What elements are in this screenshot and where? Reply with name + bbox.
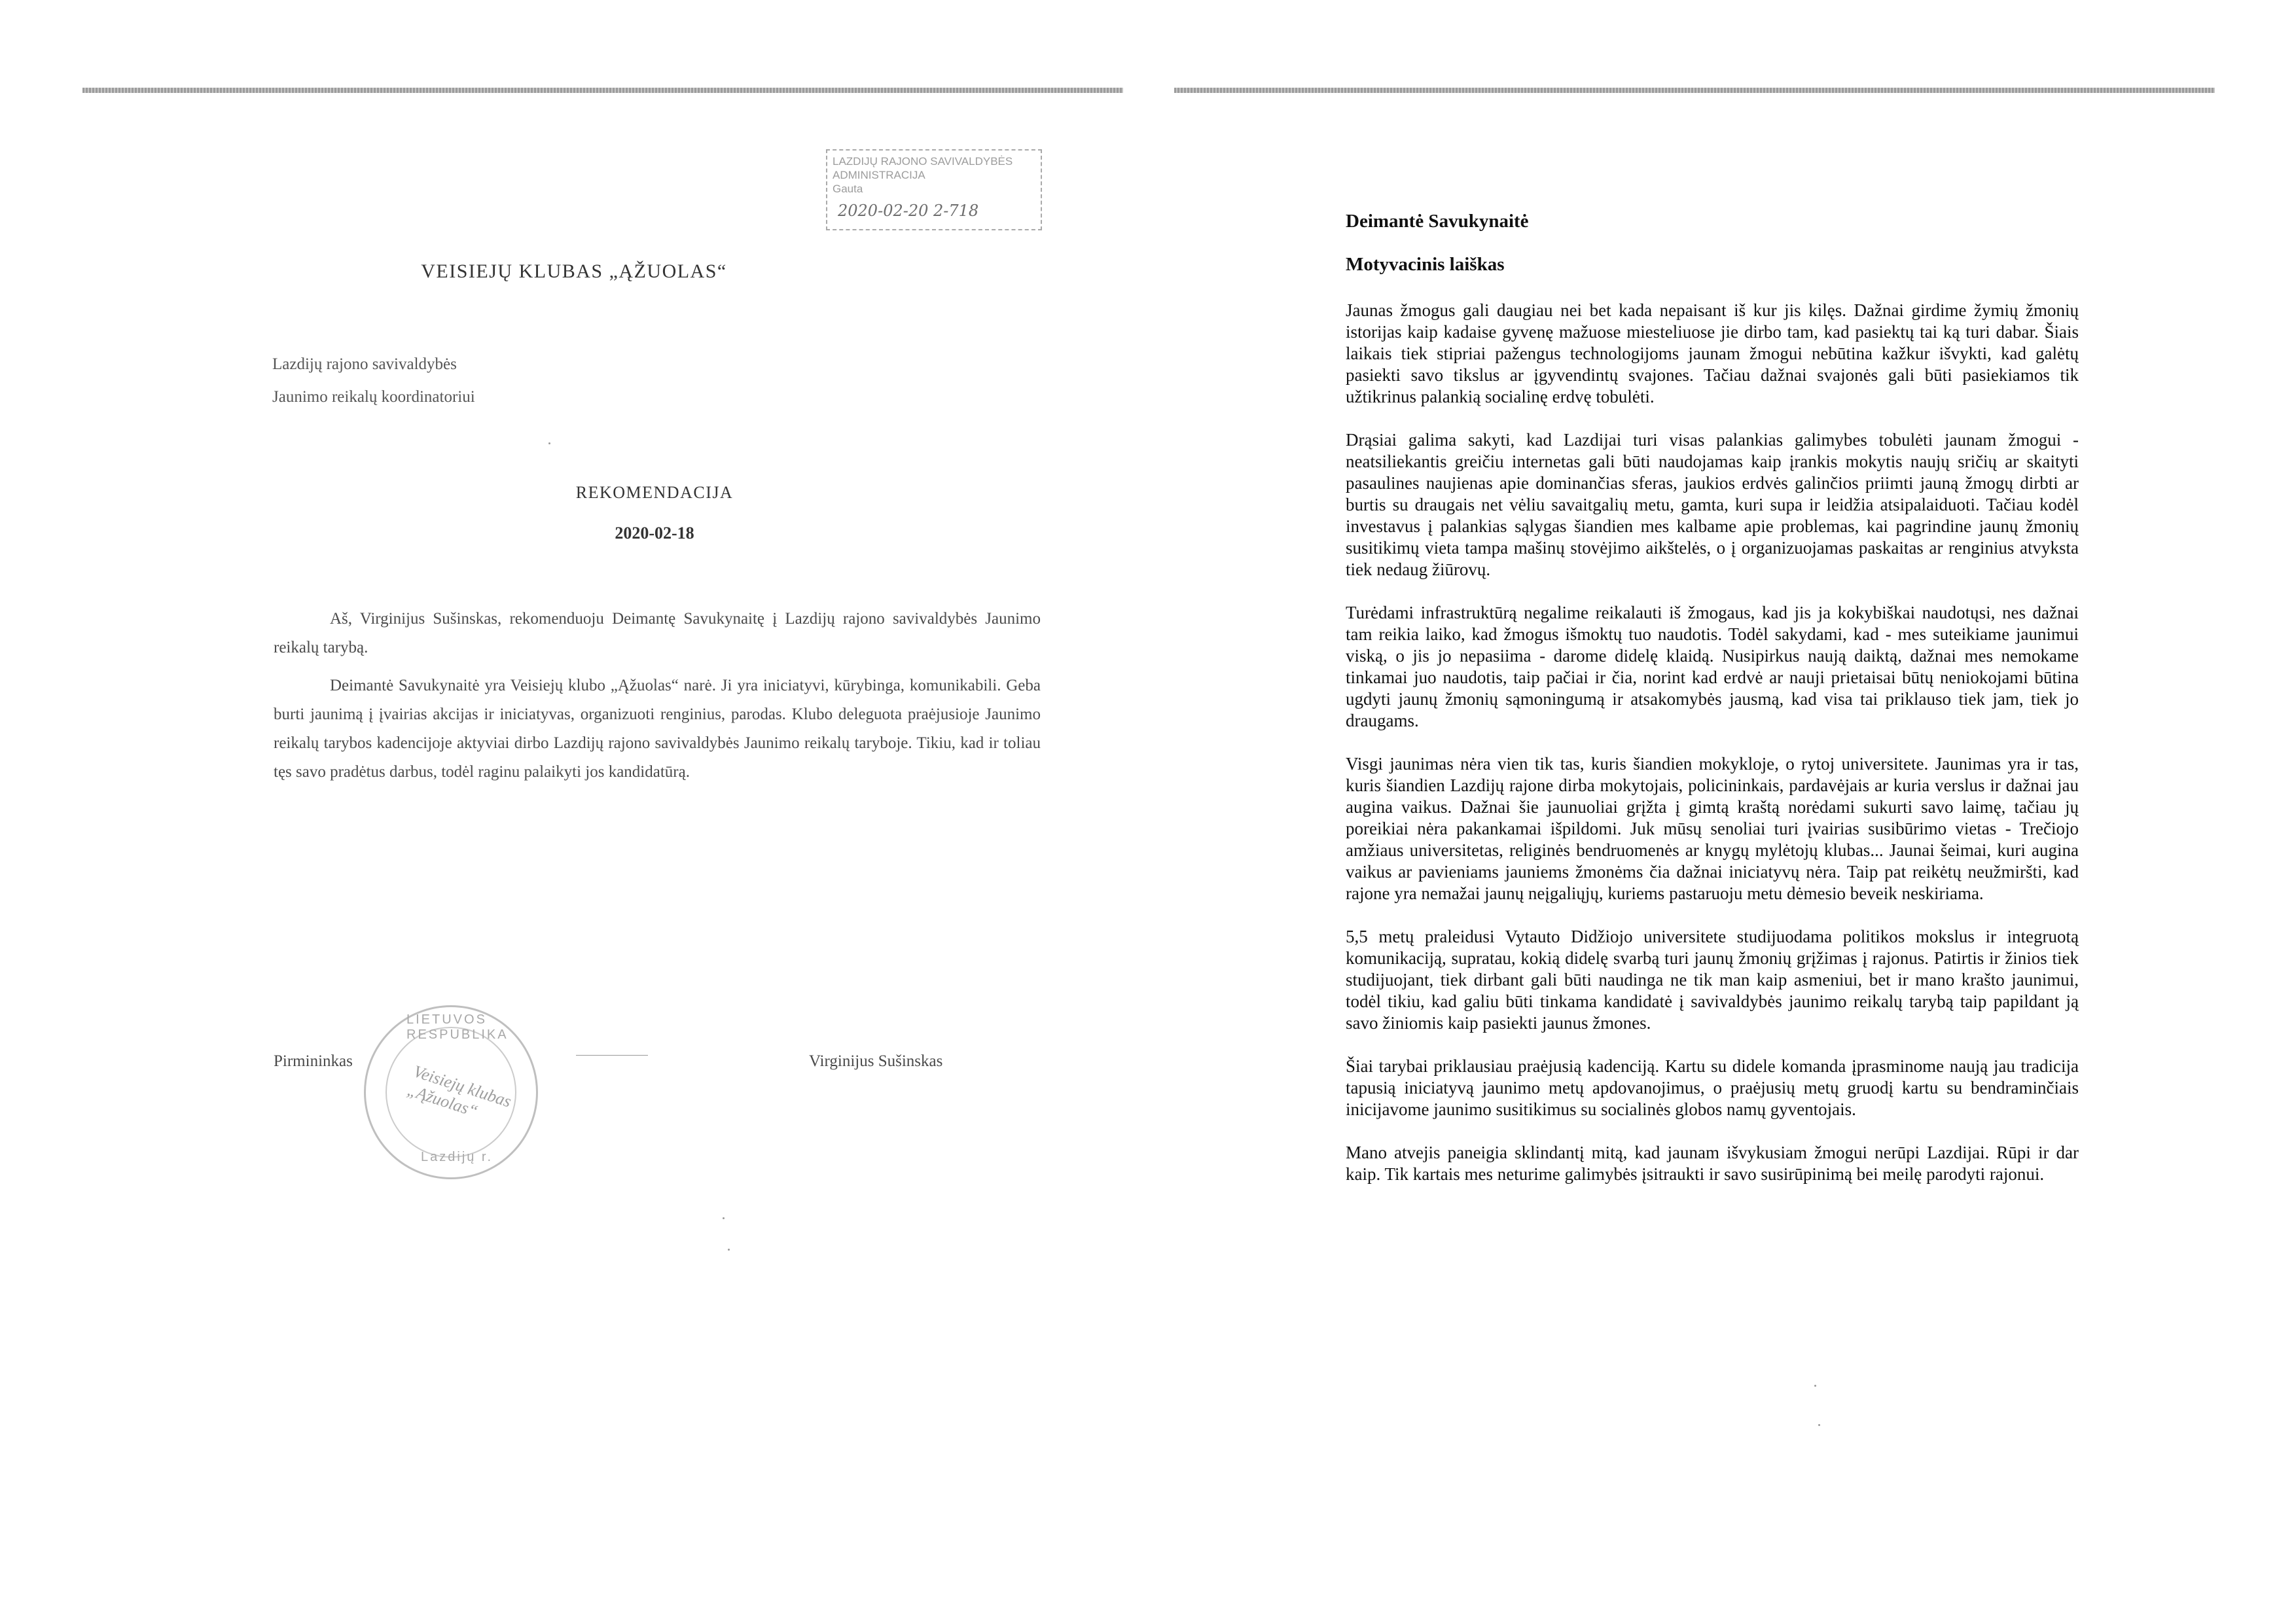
- recommendation-body: [274, 605, 1041, 796]
- scan-edge-artifact: [82, 88, 1123, 93]
- letter-author: Deimantė Savukynaitė: [1346, 211, 1529, 232]
- signatory-role: Pirmininkas: [274, 1052, 353, 1070]
- scan-edge-artifact: [1174, 88, 2215, 93]
- motivation-paragraph-3: Turėdami infrastruktūrą negalime reikalauti iš žmogaus, kad jis ja kokybiškai naudotųsi, nes dažnai tam reikia laiko, kad žmogus išmoktų tuo naudotis. Todėl sakydami, kad - mes suteikiame jaunimui viską, o jis jo nepasiima - darome didelę klaidą. Nusipirkus naują daiktą, dažnai mes nemokame tinkamai juo naudotis, taip pačiai ir čia, norint kad erdvė ar nauji prietaisai būtų neniokojami būtina ugdyti jaunų žmonių sąmoningumą ir atsakomybės jausmą, kad visa tai priklauso tiek jam, tiek jo draugams.: [1346, 603, 2079, 730]
- seal-center-text: Veisiejų klubas „Ąžuolas“: [404, 1061, 514, 1121]
- organization-seal: [364, 1005, 538, 1179]
- addressee-line-2: Jaunimo reikalų koordinatoriui: [272, 388, 475, 406]
- registration-stamp: [826, 149, 1042, 230]
- motivation-letter-page: [1148, 0, 2296, 1623]
- motivation-paragraph-1: Jaunas žmogus gali daugiau nei bet kada nepaisant iš kur jis kilęs. Dažnai girdime žymių žmonių istorijas kaip kadaise gyvenę mažuose miesteliuose jie dirbo tam, kad pasiektų tai ką turi dabar. Šiais laikais tiek stipriai pažengus technologijoms jaunam žmogui nebūtina kažkur išvykti, kad galėtų pasiekti savo tikslus ar įgyvendintų svajones. Tačiau dažnai svajonės gali būti pasiekiamos tik užtikrinus palankią socialinę erdvę tobulėti.: [1346, 300, 2079, 406]
- organization-title: VEISIEJŲ KLUBAS „ĄŽUOLAS“: [421, 260, 727, 282]
- letter-title: Motyvacinis laiškas: [1346, 254, 1505, 275]
- scan-speck: [548, 442, 550, 444]
- stamp-line-1: LAZDIJŲ RAJONO SAVIVALDYBĖS: [833, 155, 1013, 168]
- seal-ring-bottom-text: Lazdijų r.: [421, 1150, 493, 1164]
- stamp-line-2: ADMINISTRACIJA: [833, 169, 925, 181]
- seal-ring-top-text: LIETUVOS RESPUBLIKA: [406, 1012, 509, 1042]
- motivation-paragraph-7: Mano atvejis paneigia sklindantį mitą, kad jaunam išvykusiam žmogui nerūpi Lazdijai. Rūpi ir dar kaip. Tik kartais mes neturime galimybės įsitraukti ir savo susirūpinimą bei meilę parodyti rajonui.: [1346, 1143, 2079, 1184]
- motivation-paragraph-4: Visgi jaunimas nėra vien tik tas, kuris šiandien mokykloje, o rytoj universitete. Jaunimas yra ir tas, kuris šiandien Lazdijų rajone dirba mokytojais, policininkais, pardavėjais ar kuria verslus ir dažnai jau augina vaikus. Dažnai šie jaunuoliai grįžta į gimtą kraštą norėdami sukurti savo laimę, tačiau jų poreikiai nėra pakankamai išpildomi. Juk mūsų senoliai turi įvairias susibūrimo vietas - Trečiojo amžiaus universitetas, religinės bendruomenės ar knygų mylėtojų klubas... Jaunai šeimai, kuri augina vaikus ar pavieniams jauniems žmonėms čia dažnai iniciatyvų nėra. Taip pat reikėtų neužmiršti, kad rajone yra nemažai jaunų neįgaliųjų, kuriems pastaruoju metu dėmesio beveik neskiriama.: [1346, 754, 2079, 903]
- scan-speck: [1814, 1385, 1816, 1387]
- motivation-paragraph-6: Šiai tarybai priklausiau praėjusią kadenciją. Kartu su didele komanda įprasminome naują jau tradicija tapusią iniciatyvą jaunimo metų apdovanojimus, o praėjusių metų gruodį kartu su bendraminčiais inicijavome jaunimo susitikimus su socialinės globos namų gyventojais.: [1346, 1056, 2079, 1119]
- scan-speck: [723, 1217, 725, 1219]
- document-date: 2020-02-18: [615, 524, 694, 543]
- motivation-paragraph-5: 5,5 metų praleidusi Vytauto Didžiojo universitete studijuodama politikos mokslus ir integruotą komunikaciją, supratau, kokią didelę svarbą turi jaunų žmonių grįžimas į rajonus. Patirtis ir žinios tiek studijuojant, tiek dirbant gali būti naudinga ne tik man kaip asmeniui, bet ir mano krašto jaunimui, todėl tikiu, kad galiu būti tinkama kandidatė į savivaldybės jaunimo reikalų tarybą taip papildant ją savo žiniomis kaip pasiekti jaunus žmones.: [1346, 927, 2079, 1033]
- signature-mark: [576, 1055, 648, 1056]
- recommendation-paragraph-1: Aš, Virginijus Sušinskas, rekomenduoju Deimantę Savukynaitę į Lazdijų rajono savivaldybės Jaunimo reikalų tarybą.: [274, 610, 1041, 656]
- addressee: [272, 348, 475, 414]
- scan-speck: [1818, 1424, 1820, 1426]
- motivation-letter-body: [1346, 300, 2079, 1207]
- document-title: REKOMENDACIJA: [575, 483, 734, 502]
- addressee-line-1: Lazdijų rajono savivaldybės: [272, 355, 457, 373]
- motivation-paragraph-2: Drąsiai galima sakyti, kad Lazdijai turi visas palankias galimybes tobulėti jaunam žmogui - neatsiliekantis greičiu internetas gali būti naudojamas kaip įrankis mokytis naujų sričių ar skaityti pasaulines naujienas apie dominančias sferas, jaukios erdvės galinčios priimti jauną žmogų dirbti ar burtis su draugais net vėliu savaitgalių metu, gamta, kuri supa ir leidžia atsipalaiduoti. Tačiau kodėl investavus į palankias sąlygas šiandien mes kalbame apie problemas, kai pagrindine jaunų žmonių susitikimų vieta tampa mašinų stovėjimo aikštelės, o į organizuojamas paskaitas ar renginius atvyksta tiek nedaug žiūrovų.: [1346, 430, 2079, 579]
- stamp-line-3: Gauta: [833, 183, 863, 195]
- stamp-handwritten-number: 2020-02-20 2-718: [838, 202, 979, 220]
- recommendation-paragraph-2: Deimantė Savukynaitė yra Veisiejų klubo „Ąžuolas“ narė. Ji yra iniciatyvi, kūrybinga, komunikabili. Geba burti jaunimą į įvairias akcijas ir iniciatyvas, organizuoti renginius, parodas. Klubo deleguota praėjusioje Jaunimo reikalų tarybos kadencijoje aktyviai dirbo Lazdijų rajono savivaldybės Jaunimo reikalų taryboje. Tikiu, kad ir toliau tęs savo pradėtus darbus, todėl raginu palaikyti jos kandidatūrą.: [274, 677, 1041, 781]
- scan-speck: [728, 1249, 730, 1251]
- signatory-name: Virginijus Sušinskas: [809, 1052, 943, 1070]
